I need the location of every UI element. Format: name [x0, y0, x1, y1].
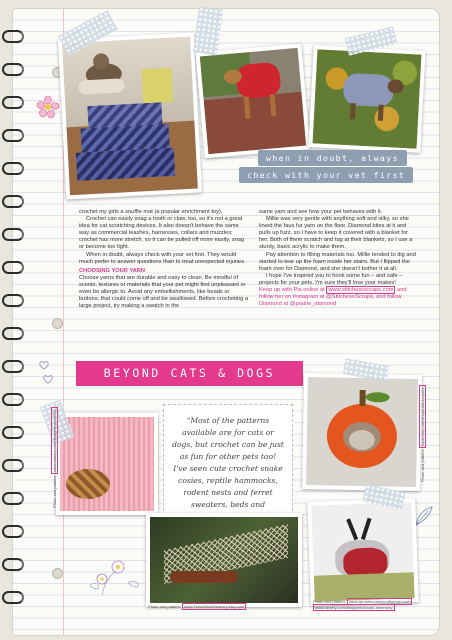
ring [2, 426, 24, 439]
section-title: BEYOND CATS & DOGS [76, 361, 303, 386]
ring [2, 393, 24, 406]
ring [2, 30, 24, 43]
paragraph: crochet my girls a snuffle mat (a popular enrichment toy). [79, 209, 223, 215]
ring [2, 591, 24, 604]
right-text-column [259, 209, 417, 308]
subheading: CHOOSING YOUR YARN [79, 267, 145, 274]
ring [2, 63, 24, 76]
ring [2, 96, 24, 109]
ring [2, 162, 24, 175]
binder-hole [52, 568, 63, 579]
paragraph: When in doubt, always check with your vet first. They would much prefer to answer questions than to treat unexpected injuries. [79, 251, 246, 265]
contact-paragraph [259, 287, 417, 308]
dog-stairs-photo [58, 33, 202, 200]
paragraph: Choose yarns that are durable and easy to clean. Be mindful of scents, textures or materials that your pet might find unpleasant or even be allergic to. Avoid any embellishments, like beads or buttons, that could come off and be swallowed. Before crocheting a large project, try making a swatch in the [79, 274, 249, 310]
rat-photo-credit-1: Photo and pattern: www.itjenkfoundmycraftymojo.com [313, 599, 411, 604]
paragraph: Millie was very gentle with anything soft and silky, so she loved the faux fur yarn on the floor. Diamond bites at it and pulls up fuzz, so I have to keep it covered with a blanket for her. Both of them scratch and tug at their blankets, so I use a sturdy, basic acrylic to make them. [259, 216, 413, 251]
ring [2, 492, 24, 505]
reptile-hammock-photo [146, 513, 302, 607]
hammock-photo-credit: Photo and pattern: www.TeesWitchWeavery.etsy.com [148, 604, 245, 609]
ring [2, 525, 24, 538]
pull-quote-line1: when in doubt, always [258, 150, 407, 166]
ring [2, 228, 24, 241]
left-text-column [79, 209, 249, 310]
heart-doodle-icon [38, 357, 60, 387]
contact-social: and follow her on Instagram at @StitchesnScraps, and follow Diamond at @prairie_diamond [259, 287, 407, 308]
paragraph: I hope I've inspired you to hook some fun – and safe – projects for your pets. I'm sure they'll love your makes! [259, 272, 403, 286]
ring [2, 327, 24, 340]
dog-red-sweater-photo [196, 44, 311, 159]
rat-sweater-photo [307, 498, 419, 606]
pull-quote-card: "Most of the patterns available are for cats or dogs, but crochet can be just as fun for other pets too! I've seen cute crochet snake cosies, reptile hammocks, rodent nests and ferret sweaters, beds and [163, 404, 293, 526]
ring [2, 195, 24, 208]
ring [2, 261, 24, 274]
dog-grey-sweater-photo [308, 45, 425, 153]
paragraph: Crochet can easily snag a tooth or claw, too, so it's not a great idea for cat scratching devices. It also doesn't behave the same way as commercial leashes, harnesses, collars and muzzles; crochet has more stretch, so it can be pulled off more easily, snag or become too tight. [79, 216, 245, 251]
ring [2, 459, 24, 472]
hamster-photo-credit: Photo and pattern: www.etsy.com/shop/LittleLooples [420, 387, 425, 482]
website-link[interactable]: www.stitchesnscraps.com [328, 287, 394, 294]
paragraph: Pay attention to filling materials too. Millie tended to dig and started to tear up the foam inside her stairs. But I flipped the foam over for Diamond, and she doesn't bother it at all. [259, 251, 416, 272]
ring [2, 294, 24, 307]
contact-prefix: Keep up with Pia online at [259, 287, 327, 294]
spiral-binding [0, 0, 22, 640]
paragraph: same yarn and see how your pet behaves with it. [259, 209, 383, 215]
binder-hole [52, 318, 63, 329]
flowers-doodle-icon [88, 555, 144, 597]
ring [2, 129, 24, 142]
rat-photo-credit-2: www.ravelry.com/designers/sarah-shrimsley [315, 605, 393, 610]
hamster-pumpkin-photo [302, 373, 422, 491]
ring [2, 558, 24, 571]
pull-quote-line2: check with your vet first [239, 167, 413, 183]
ring [2, 360, 24, 373]
snake-photo-credit: Photo and pattern: www.ravelry.com/designers/crochet [52, 409, 57, 508]
flower-doodle-icon [34, 95, 62, 119]
